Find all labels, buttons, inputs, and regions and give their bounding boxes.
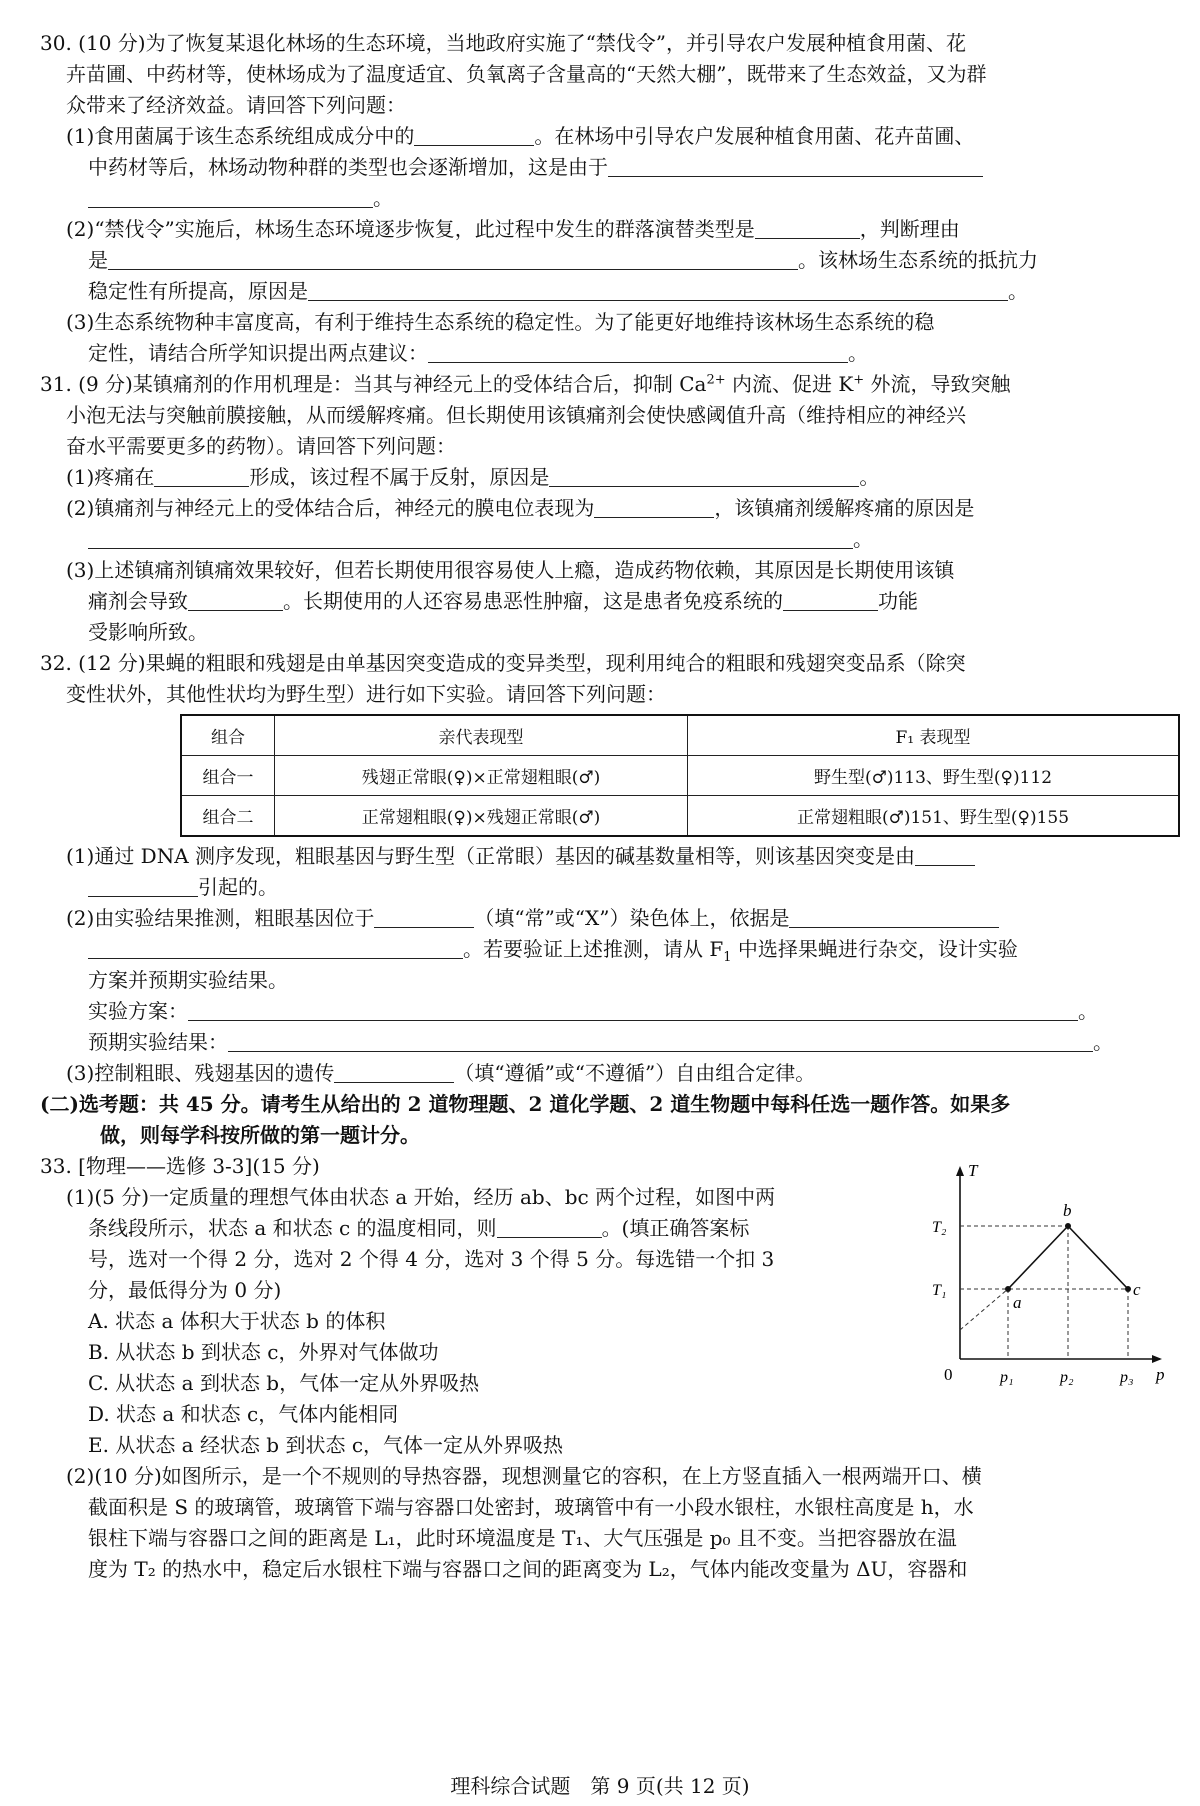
p3-label: p₃ (1120, 1369, 1134, 1386)
q30-sub1-line-1 (40, 121, 1160, 152)
p-axis-label: p (1156, 1365, 1165, 1384)
question-33 (40, 1151, 1165, 1585)
answer-blank[interactable] (608, 154, 983, 177)
q31-sub1 (40, 462, 1160, 493)
q33-p1-line-1: (1)(5 分)一定质量的理想气体由状态 a 开始，经历 ab、bc 两个过程，如图中两 (66, 1185, 776, 1209)
elective-line-2: 做，则每学科按所做的第一题计分。 (100, 1123, 420, 1147)
elective-section (40, 1089, 1160, 1151)
table-cell: 残翅正常眼(♀)×正常翅粗眼(♂) (275, 756, 688, 796)
q30-stem-line-2: 卉苗圃、中药材等，使林场成为了温度适宜、负氧离子含量高的“天然大棚”，既带来了生态效益，又为群 (66, 62, 987, 86)
q32-sub1-text-a: (1)通过 DNA 测序发现，粗眼基因与野生型（正常眼）基因的碱基数量相等，则该基因突变是由 (66, 844, 916, 868)
q30-sub2-line-2 (40, 245, 1160, 276)
q33-p1-line-4: 分，最低得分为 0 分) (88, 1278, 282, 1302)
q30-sub2-line-1 (40, 214, 1160, 245)
q33-title: 33. [物理——选修 3-3](15 分) (40, 1154, 320, 1178)
question-32 (40, 648, 1160, 1089)
q30-sub3-text-b: 定性，请结合所学知识提出两点建议： (88, 341, 428, 365)
q32-sub1-text-b: 引起的。 (198, 875, 278, 899)
t-p-graph (920, 1154, 1170, 1394)
q31-sub3-text-d: 功能 (878, 589, 918, 613)
point-a-label: a (1013, 1293, 1022, 1312)
q30-sub2-text-c: 是 (88, 248, 108, 272)
q31-stem-line-2: 小泡无法与突触前膜接触，从而缓解疼痛。但长期使用该镇痛剂会使快感阈值升高（维持相应的神经兴 (66, 403, 966, 427)
q33-p2-line-1: (2)(10 分)如图所示，是一个不规则的导热容器，现想测量它的容积，在上方竖直插入一根两端开口、横 (66, 1464, 982, 1488)
t2-label: T₂ (932, 1219, 947, 1236)
q31-sub1-text-b: 形成，该过程不属于反射，原因是 (249, 465, 550, 489)
q31-period: 。 (853, 527, 873, 551)
q30-period: 。 (1008, 279, 1028, 303)
q32-period: 。 (1093, 1030, 1113, 1054)
q32-sub2-text-a: (2)由实验结果推测，粗眼基因位于 (66, 906, 375, 930)
option-d[interactable]: D. 状态 a 和状态 c，气体内能相同 (88, 1402, 399, 1426)
elective-line-1: (二)选考题：共 45 分。请考生从给出的 2 道物理题、2 道化学题、2 道生物题中每科任选一题作答。如果多 (40, 1092, 1011, 1116)
q32-period: 。 (1078, 999, 1098, 1023)
q31-sub1-text-a: (1)疼痛在 (66, 465, 155, 489)
point-b (1065, 1223, 1071, 1229)
answer-blank[interactable] (154, 464, 249, 487)
q32-sub1-line-2 (40, 872, 1160, 903)
q31-text-b: 内流、促进 K (725, 372, 854, 396)
table-cell: 正常翅粗眼(♂)151、野生型(♀)155 (688, 796, 1180, 837)
q30-sub1-text-a: (1)食用菌属于该生态系统组成成分中的 (66, 124, 415, 148)
q30-sub1-text-c: 中药材等后，林场动物种群的类型也会逐渐增加，这是由于 (88, 155, 608, 179)
table-cell: 正常翅粗眼(♀)×残翅正常眼(♂) (275, 796, 688, 837)
q30-sub3-line-2 (40, 338, 1160, 369)
q32-sub2-line-3: 方案并预期实验结果。 (88, 968, 288, 992)
q30-sub2-text-b: ，判断理由 (859, 217, 960, 241)
q33-p1-line-3: 号，选对一个得 2 分，选对 2 个得 4 分，选对 3 个得 5 分。每选错一个扣 3 (88, 1247, 775, 1271)
process-bc (1068, 1226, 1128, 1289)
q31-stem-line-1 (40, 369, 1160, 400)
q31-sub2-text-b: ，该镇痛剂缓解疼痛的原因是 (714, 496, 975, 520)
q30-sub1-line-2 (40, 152, 1160, 183)
q32-result-line (40, 1027, 1160, 1058)
p2-label: p₂ (1060, 1369, 1074, 1386)
q30-stem-line-1: 30. (10 分)为了恢复某退化林场的生态环境，当地政府实施了“禁伐令”，并引导农户发展种植食用菌、花 (40, 31, 967, 55)
table-cell: 组合一 (181, 756, 275, 796)
q32-stem-line-1: 32. (12 分)果蝇的粗眼和残翅是由单基因突变造成的变异类型，现利用纯合的粗眼和残翅突变品系（除突 (40, 651, 966, 675)
q30-sub3-line-1: (3)生态系统物种丰富度高，有利于维持生态系统的稳定性。为了能更好地维持该林场生态系统的稳 (66, 310, 935, 334)
q30-period: 。 (848, 341, 868, 365)
f1-subscript: 1 (723, 950, 732, 965)
q31-text-c: 外流，导致突触 (864, 372, 1011, 396)
q31-sub3-text-c: 。长期使用的人还容易患恶性肿瘤，这是患者免疫系统的 (283, 589, 783, 613)
q33-p2-line-2: 截面积是 S 的玻璃管，玻璃管下端与容器口处密封，玻璃管中有一小段水银柱，水银柱高度是 h，水 (88, 1495, 974, 1519)
process-ab (1008, 1226, 1068, 1289)
table-header-row (181, 715, 1179, 756)
answer-blank[interactable] (915, 843, 975, 866)
q32-sub3 (40, 1058, 1160, 1089)
q31-sub2-text-a: (2)镇痛剂与神经元上的受体结合后，神经元的膜电位表现为 (66, 496, 595, 520)
q32-sub2-text-c: 。若要验证上述推测，请从 F (463, 937, 724, 961)
q30-sub1-text-b: 。在林场中引导农户发展种植食用菌、花卉苗圃、 (534, 124, 975, 148)
q32-sub3-text-a: (3)控制粗眼、残翅基因的遗传 (66, 1061, 335, 1085)
q31-stem-line-3: 奋水平需要更多的药物）。请回答下列问题： (66, 434, 456, 458)
table-header: 组合 (181, 715, 275, 756)
q31-sub2-line-2 (40, 524, 1160, 555)
q32-sub2-text-d: 中选择果蝇进行杂交，设计实验 (731, 937, 1018, 961)
answer-blank[interactable] (188, 998, 1078, 1021)
page-content (40, 28, 1165, 1585)
answer-blank[interactable] (497, 1215, 602, 1238)
answer-blank[interactable] (228, 1029, 1093, 1052)
answer-blank[interactable] (549, 464, 859, 487)
point-c-label: c (1133, 1280, 1141, 1299)
answer-blank[interactable] (88, 936, 463, 959)
ca-charge: 2+ (706, 372, 726, 388)
q32-plan-line (40, 996, 1160, 1027)
answer-blank[interactable] (188, 588, 283, 611)
q32-sub1-line-1 (40, 841, 1160, 872)
q30-stem-line-3: 众带来了经济效益。请回答下列问题： (66, 93, 406, 117)
q31-sub3-line-3: 受影响所致。 (88, 620, 208, 644)
answer-blank[interactable] (783, 588, 878, 611)
q30-sub2-text-a: (2)“禁伐令”实施后，林场生态环境逐步恢复，此过程中发生的群落演替类型是 (66, 217, 755, 241)
p1-label: p₁ (1000, 1369, 1014, 1386)
question-30 (40, 28, 1160, 369)
q30-sub2-text-e: 稳定性有所提高，原因是 (88, 279, 308, 303)
experiment-table (180, 714, 1180, 837)
table-cell: 组合二 (181, 796, 275, 837)
q33-p1-text-b: 条线段所示，状态 a 和状态 c 的温度相同，则 (88, 1216, 497, 1240)
point-b-label: b (1063, 1201, 1072, 1220)
table-header: 亲代表现型 (275, 715, 688, 756)
answer-blank[interactable] (428, 340, 848, 363)
answer-blank[interactable] (374, 905, 474, 928)
table-cell: 野生型(♂)113、野生型(♀)112 (688, 756, 1180, 796)
q31-text-a: 31. (9 分)某镇痛剂的作用机理是：当其与神经元上的受体结合后，抑制 Ca (40, 372, 707, 396)
answer-blank[interactable] (334, 1060, 454, 1083)
q32-sub2-line-2 (40, 934, 1160, 965)
experiment-plan-label: 实验方案： (88, 999, 188, 1023)
p-axis-arrow (1152, 1355, 1162, 1363)
q32-sub3-text-b: （填“遵循”或“不遵循”）自由组合定律。 (454, 1061, 816, 1085)
origin-label: 0 (944, 1365, 953, 1384)
answer-blank[interactable] (594, 495, 714, 518)
option-e[interactable]: E. 从状态 a 经状态 b 到状态 c，气体一定从外界吸热 (88, 1433, 564, 1457)
q30-sub2-line-3 (40, 276, 1160, 307)
q32-stem-line-2: 变性状外，其他性状均为野生型）进行如下实验。请回答下列问题： (66, 682, 666, 706)
answer-blank[interactable] (414, 123, 534, 146)
t-axis-arrow (956, 1166, 964, 1176)
option-c[interactable]: C. 从状态 a 到状态 b，气体一定从外界吸热 (88, 1371, 480, 1395)
k-charge: + (853, 372, 865, 388)
answer-blank[interactable] (755, 216, 860, 239)
option-b[interactable]: B. 从状态 b 到状态 c，外界对气体做功 (88, 1340, 439, 1364)
answer-blank[interactable] (88, 185, 373, 208)
q31-sub3-line-2 (40, 586, 1160, 617)
table-row (181, 796, 1179, 837)
page-footer: 理科综合试题 第 9 页(共 12 页) (450, 1774, 750, 1798)
point-a (1005, 1286, 1011, 1292)
q30-sub2-text-d: 。该林场生态系统的抵抗力 (798, 248, 1038, 272)
expected-result-label: 预期实验结果： (88, 1030, 228, 1054)
q32-sub2-line-1 (40, 903, 1160, 934)
q31-sub3-line-1: (3)上述镇痛剂镇痛效果较好，但若长期使用很容易使人上瘾，造成药物依赖，其原因是长期使用该镇 (66, 558, 955, 582)
q33-p2-line-3: 银柱下端与容器口之间的距离是 L₁，此时环境温度是 T₁、大气压强是 p₀ 且不变。当把容器放在温 (88, 1526, 957, 1550)
answer-blank[interactable] (108, 247, 798, 270)
t-axis-label: T (968, 1161, 978, 1180)
option-a[interactable]: A. 状态 a 体积大于状态 b 的体积 (88, 1309, 386, 1333)
table-header: F₁ 表现型 (688, 715, 1180, 756)
q32-sub2-text-b: （填“常”或“X”）染色体上，依据是 (474, 906, 790, 930)
q30-sub1-line-3 (40, 183, 1160, 214)
q31-period: 。 (859, 465, 880, 489)
table-row (181, 756, 1179, 796)
t1-label: T₁ (932, 1282, 947, 1299)
q30-period: 。 (373, 186, 393, 210)
question-31 (40, 369, 1160, 648)
q31-sub3-text-b: 痛剂会导致 (88, 589, 188, 613)
answer-blank[interactable] (88, 874, 198, 897)
answer-blank[interactable] (789, 905, 999, 928)
point-c (1125, 1286, 1131, 1292)
q33-p2-line-4: 度为 T₂ 的热水中，稳定后水银柱下端与容器口之间的距离变为 L₂，气体内能改变量为 ΔU，容器和 (88, 1557, 968, 1581)
q31-sub2-line-1 (40, 493, 1160, 524)
q33-p1-text-c: 。(填正确答案标 (601, 1216, 750, 1240)
answer-blank[interactable] (88, 526, 853, 549)
extension-line (960, 1289, 1008, 1330)
answer-blank[interactable] (308, 278, 1008, 301)
